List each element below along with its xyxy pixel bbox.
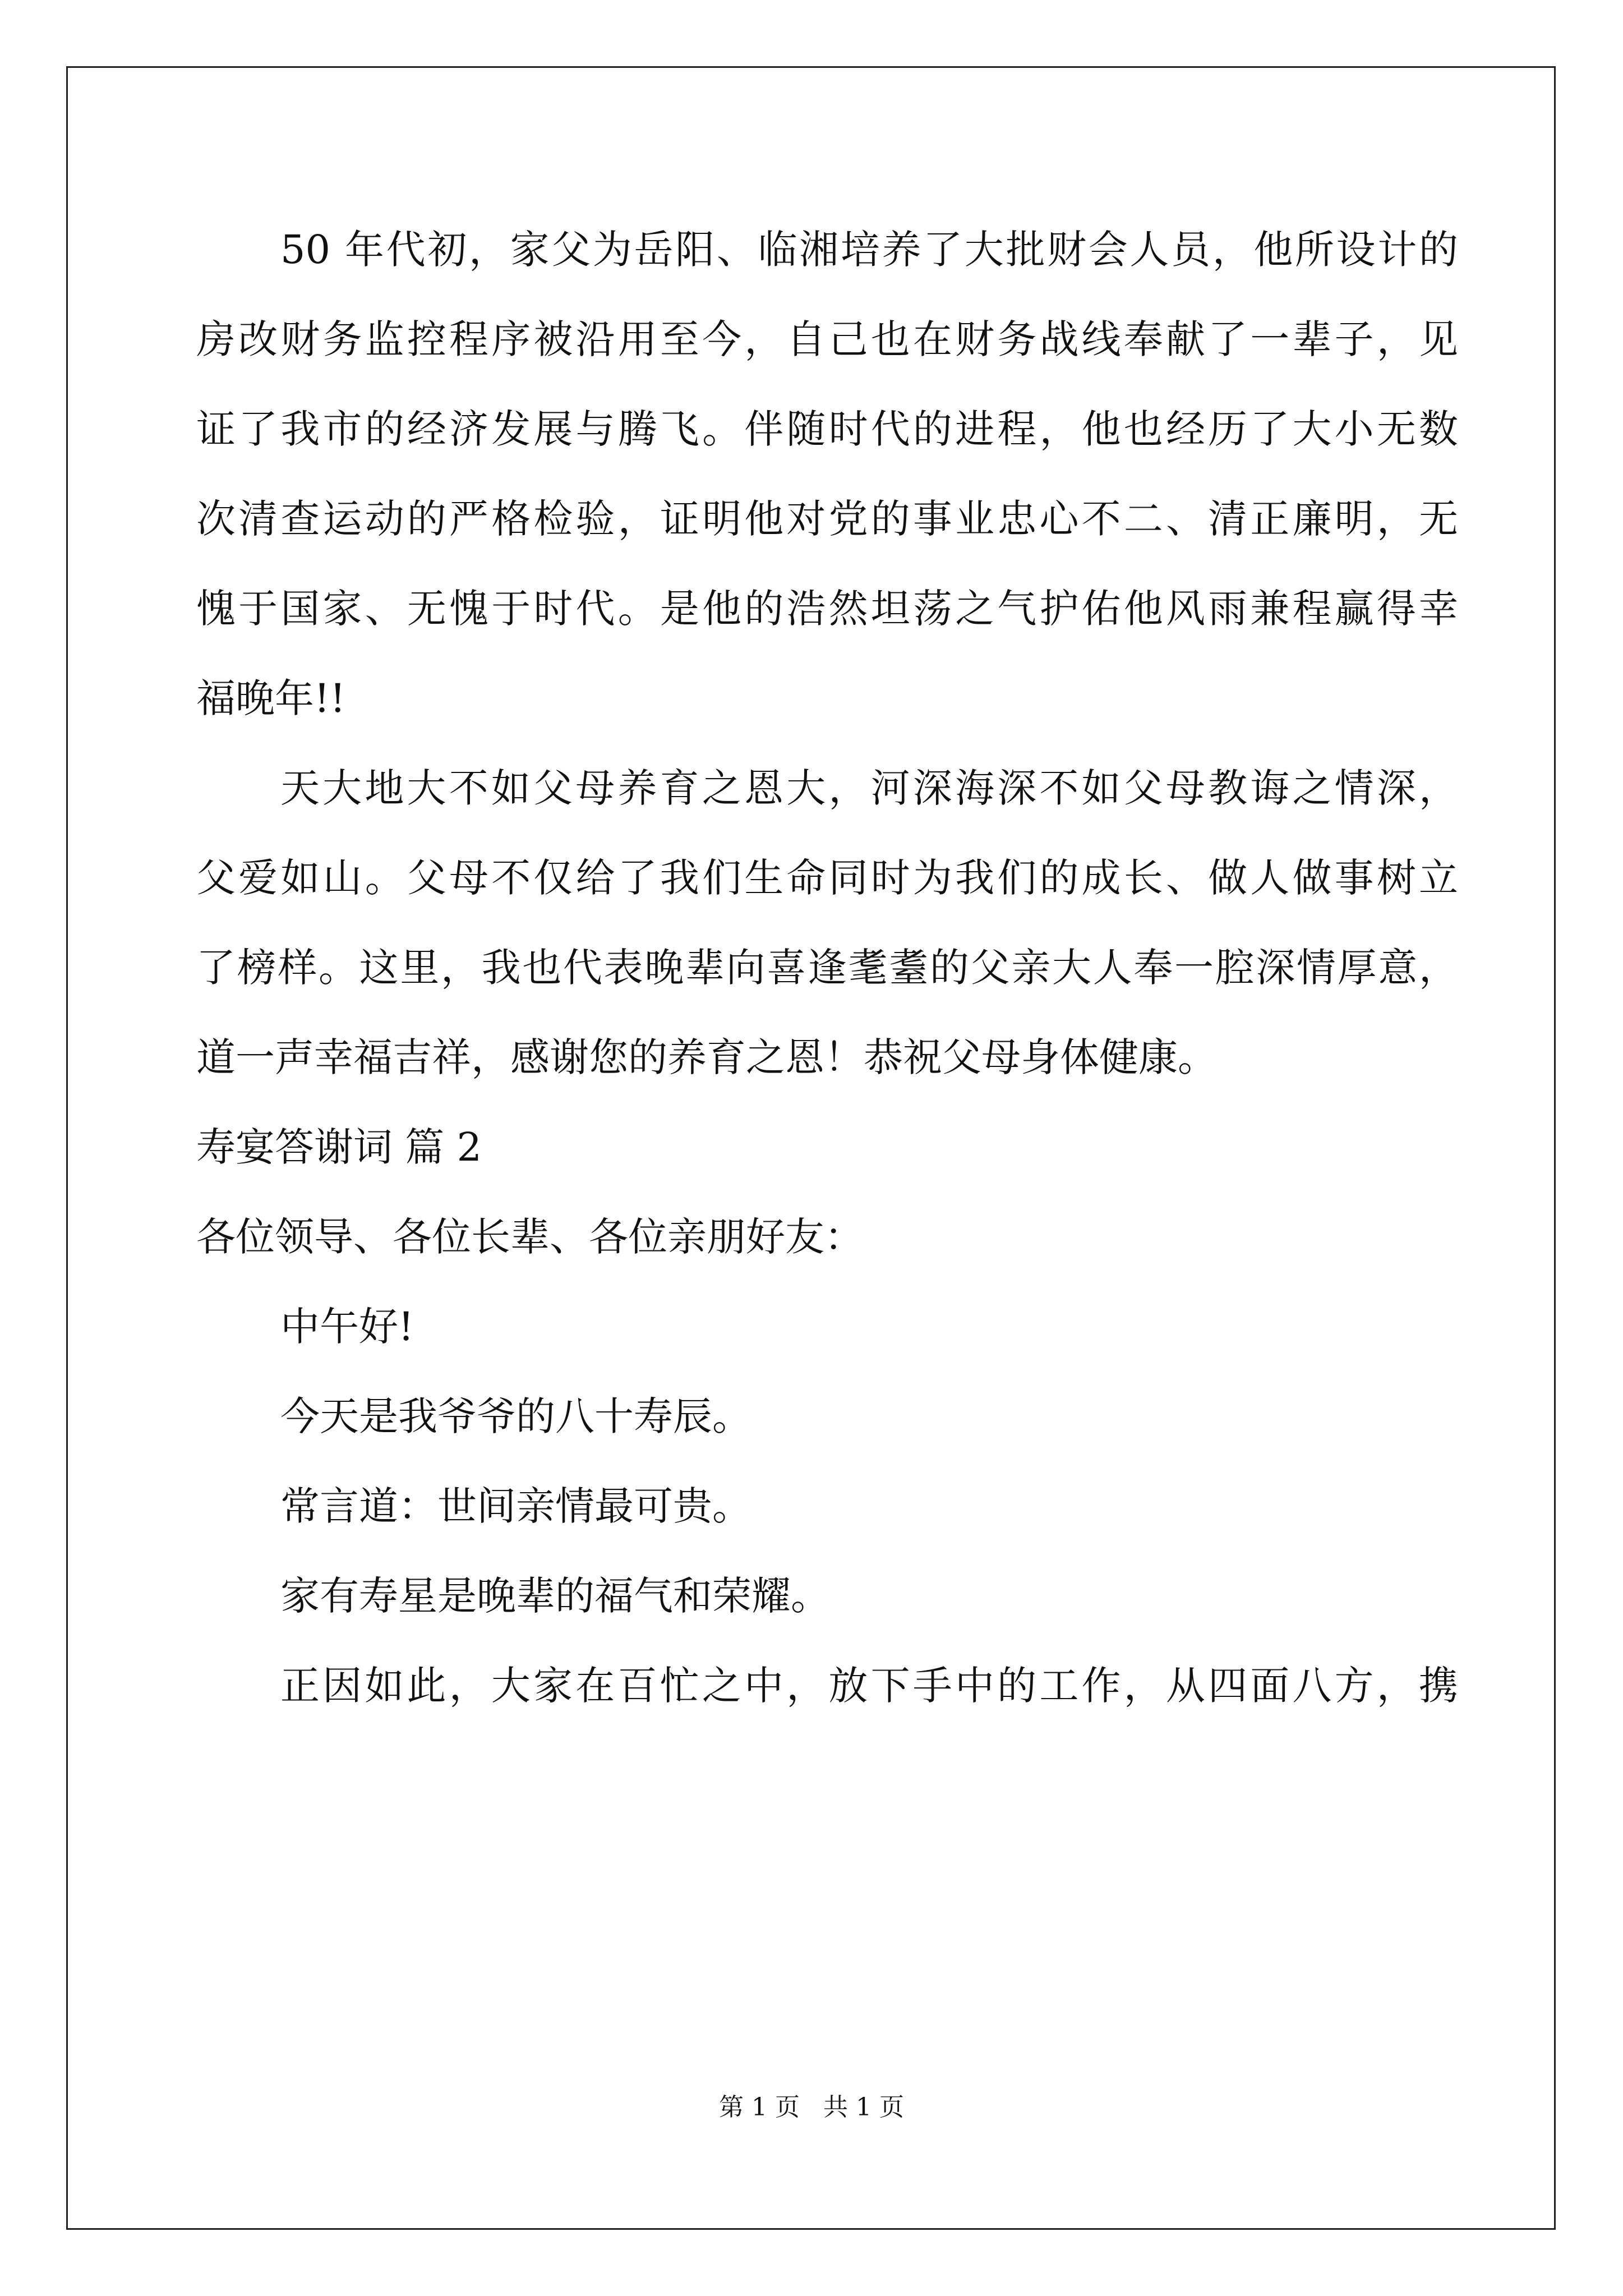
text-line: 50 年代初，家父为岳阳、临湘培养了大批财会人员，他所设计的 bbox=[280, 227, 1458, 273]
text-line: 常言道：世间亲情最可贵。 bbox=[280, 1483, 751, 1529]
text-line: 中午好! bbox=[280, 1304, 414, 1350]
text-line: 天大地大不如父母养育之恩大，河深海深不如父母教诲之情深， bbox=[280, 765, 1458, 811]
text-line: 了榜样。这里，我也代表晚辈向喜逢耄耋的父亲大人奉一腔深情厚意， bbox=[196, 945, 1458, 991]
text-line: 愧于国家、无愧于时代。是他的浩然坦荡之气护佑他风雨兼程赢得幸 bbox=[196, 586, 1458, 632]
text-line: 福晚年!! bbox=[196, 675, 346, 721]
text-line: 父爱如山。父母不仅给了我们生命同时为我们的成长、做人做事树立 bbox=[196, 855, 1458, 901]
page-footer: 第 1 页 共 1 页 bbox=[719, 2093, 904, 2122]
salutation: 各位领导、各位长辈、各位亲朋好友： bbox=[196, 1214, 864, 1260]
text-line: 道一声幸福吉祥，感谢您的养育之恩！恭祝父母身体健康。 bbox=[196, 1034, 1217, 1080]
text-line: 次清查运动的严格检验，证明他对党的事业忠心不二、清正廉明，无 bbox=[196, 496, 1458, 542]
section-heading: 寿宴答谢词 篇 2 bbox=[196, 1124, 482, 1170]
text-line: 今天是我爷爷的八十寿辰。 bbox=[280, 1393, 751, 1439]
text-line: 房改财务监控程序被沿用至今，自己也在财务战线奉献了一辈子，见 bbox=[196, 316, 1458, 362]
text-line: 家有寿星是晚辈的福气和荣耀。 bbox=[280, 1573, 830, 1619]
text-line: 证了我市的经济发展与腾飞。伴随时代的进程，他也经历了大小无数 bbox=[196, 406, 1458, 452]
text-line: 正因如此，大家在百忙之中，放下手中的工作，从四面八方，携 bbox=[280, 1663, 1458, 1709]
